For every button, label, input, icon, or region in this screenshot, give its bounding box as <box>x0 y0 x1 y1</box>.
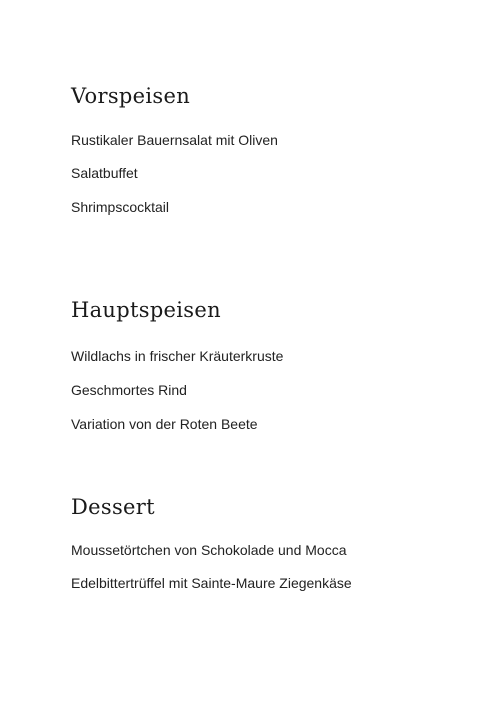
menu-item: Moussetörtchen von Schokolade und Mocca <box>71 542 347 558</box>
section-dessert <box>71 495 451 591</box>
section-title: Dessert <box>71 495 155 519</box>
menu-item: Geschmortes Rind <box>71 382 187 398</box>
menu-item: Edelbittertrüffel mit Sainte-Maure Ziegenkäse <box>71 575 352 591</box>
section-title: Vorspeisen <box>71 84 191 108</box>
menu-item: Rustikaler Bauernsalat mit Oliven <box>71 132 278 148</box>
menu-item: Salatbuffet <box>71 165 138 181</box>
section-hauptspeisen <box>71 298 451 432</box>
menu-item: Variation von der Roten Beete <box>71 416 258 432</box>
menu-item: Wildlachs in frischer Kräuterkruste <box>71 348 284 364</box>
section-title: Hauptspeisen <box>71 298 221 322</box>
section-vorspeisen <box>71 84 451 215</box>
menu-item: Shrimpscocktail <box>71 199 170 215</box>
